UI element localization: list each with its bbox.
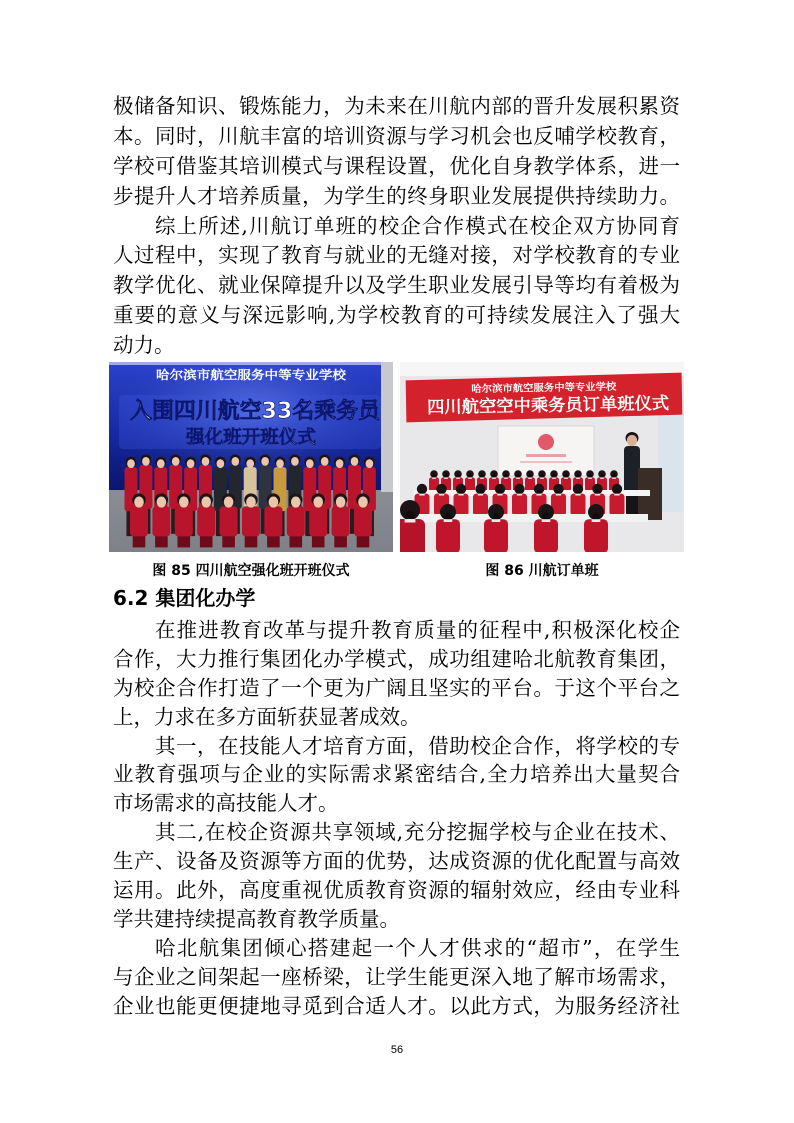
text-line: 哈北航集团倾心搭建起一个人才供求的“超市”，在学生 bbox=[155, 935, 680, 960]
text-line: 重要的意义与深远影响,为学校教育的可持续发展注入了强大 bbox=[113, 303, 680, 328]
person-torso bbox=[473, 494, 488, 516]
person-hair-bun bbox=[540, 474, 543, 477]
person-hair-bun bbox=[504, 474, 507, 477]
text-line: 本。同时，川航丰富的培训资源与学习机会也反哺学校教育， bbox=[113, 123, 680, 148]
person-face bbox=[134, 497, 144, 508]
person-face bbox=[224, 497, 234, 508]
page-number: 56 bbox=[390, 1044, 404, 1056]
text-line: 生产、设备及资源等方面的优势，达成资源的优化配置与高效 bbox=[113, 849, 680, 874]
person-legs bbox=[133, 535, 146, 547]
person-collar bbox=[556, 494, 561, 496]
person-face bbox=[179, 497, 189, 508]
text-line: 合作，大力推行集团化办学模式，成功组建哈北航教育集团， bbox=[113, 646, 680, 671]
person-legs bbox=[290, 535, 303, 547]
person-face bbox=[157, 497, 167, 508]
person-torso bbox=[197, 506, 215, 536]
person-face bbox=[202, 457, 210, 466]
person-hair-bun bbox=[595, 490, 600, 495]
person-face bbox=[269, 497, 279, 508]
person-collar bbox=[575, 494, 580, 496]
person-face bbox=[157, 459, 165, 468]
person-torso bbox=[309, 506, 327, 536]
figure-85-photo bbox=[109, 362, 393, 552]
person-face bbox=[187, 459, 195, 468]
person-torso bbox=[152, 506, 170, 536]
person-legs bbox=[178, 535, 191, 547]
person-hair-bun bbox=[576, 490, 581, 495]
group-of-students bbox=[125, 454, 376, 547]
person-hair-bun bbox=[478, 490, 483, 495]
kneeling-person bbox=[287, 493, 305, 547]
person-collar bbox=[592, 519, 601, 522]
person-hair-bun bbox=[576, 474, 579, 477]
person-legs bbox=[312, 535, 325, 547]
person-collar bbox=[612, 477, 616, 479]
section-heading: 6.2 集团化办学 bbox=[113, 586, 256, 610]
person-hair-bun bbox=[439, 490, 444, 495]
person-legs bbox=[200, 535, 213, 547]
person-torso bbox=[242, 506, 260, 536]
paragraph bbox=[113, 934, 680, 1021]
kneeling-person bbox=[309, 493, 327, 547]
intro-text bbox=[113, 92, 680, 361]
person-face bbox=[291, 497, 301, 508]
red-banner bbox=[406, 373, 683, 423]
person-hair-bun bbox=[492, 474, 495, 477]
person-collar bbox=[595, 494, 600, 496]
text-line: 学校可借鉴其培训模式与课程设置，优化自身教学体系，进一 bbox=[113, 153, 680, 178]
person-torso bbox=[512, 494, 527, 516]
class-opening-ceremony-photo bbox=[109, 362, 393, 552]
person-face bbox=[261, 457, 269, 466]
text-line: 市场需求的高技能人才。 bbox=[113, 791, 339, 816]
text-line: 综上所述,川航订单班的校企合作模式在校企双方协同育 bbox=[155, 213, 680, 238]
text-line: 其二,在校企资源共享领域,充分挖掘学校与企业在技术、 bbox=[155, 820, 680, 845]
person-collar bbox=[405, 519, 416, 523]
person-face bbox=[246, 459, 254, 468]
figure-86-caption: 图 86 川航订单班 bbox=[485, 563, 599, 579]
text-line: 动力。 bbox=[113, 333, 175, 358]
person-collar bbox=[432, 477, 436, 479]
person-hair-bun bbox=[444, 474, 447, 477]
text-line: 教学优化、就业保障提升以及学生职业发展引导等均有着极为 bbox=[113, 273, 680, 298]
person-legs bbox=[245, 535, 258, 547]
person-hair-bun bbox=[492, 513, 499, 520]
person-collar bbox=[614, 494, 619, 496]
person-hair-bun bbox=[420, 490, 425, 495]
figure-86-photo bbox=[400, 362, 684, 552]
person-face bbox=[142, 457, 150, 466]
seated-student bbox=[465, 470, 475, 491]
text-line: 极储备知识、锻炼能力，为未来在川航内部的晋升发展积累资 bbox=[113, 94, 680, 118]
figure-85-caption: 图 85 四川航空强化班开班仪式 bbox=[152, 563, 350, 579]
person-hair-bun bbox=[542, 513, 549, 520]
text-line: 业教育强项与企业的实际需求紧密结合,全力培养出大量契合 bbox=[113, 762, 680, 787]
person-hair-bun bbox=[459, 490, 464, 495]
kneeling-person bbox=[332, 493, 350, 547]
person-collar bbox=[444, 477, 448, 479]
person-face bbox=[217, 459, 225, 468]
person-face bbox=[127, 459, 135, 468]
projection-screen bbox=[498, 426, 594, 476]
person-collar bbox=[576, 477, 580, 479]
person-hair-bun bbox=[517, 490, 522, 495]
person-collar bbox=[444, 519, 453, 522]
person-collar bbox=[504, 477, 508, 479]
text-line: 运用。此外，高度重视优质教育资源的辐射效应，经由专业科 bbox=[113, 878, 680, 903]
person-collar bbox=[497, 494, 502, 496]
kneeling-person bbox=[264, 493, 282, 547]
person-torso bbox=[571, 494, 586, 516]
person-face bbox=[291, 457, 299, 466]
person-torso bbox=[484, 519, 508, 552]
person-collar bbox=[492, 477, 496, 479]
person-collar bbox=[517, 494, 522, 496]
person-torso bbox=[525, 477, 535, 491]
airline-logo-icon bbox=[538, 434, 554, 450]
person-collar bbox=[480, 477, 484, 479]
person-hair-bun bbox=[528, 474, 531, 477]
order-class-classroom-photo bbox=[400, 362, 684, 552]
person-face bbox=[306, 459, 314, 468]
person-torso bbox=[436, 519, 460, 552]
person-hair-bun bbox=[406, 511, 415, 520]
person-torso bbox=[400, 519, 425, 552]
paragraph bbox=[113, 732, 680, 819]
person-hair-bun bbox=[516, 474, 519, 477]
photo-school-name: 哈尔滨市航空服务中等专业学校 bbox=[156, 368, 325, 382]
person-torso bbox=[175, 506, 193, 536]
person-legs bbox=[334, 535, 347, 547]
person-hair-bun bbox=[615, 490, 620, 495]
person-torso bbox=[584, 519, 608, 552]
person-collar bbox=[600, 477, 604, 479]
person-torso bbox=[220, 506, 238, 536]
person-face bbox=[358, 497, 368, 508]
person-face bbox=[276, 459, 284, 468]
person-hair-bun bbox=[556, 490, 561, 495]
side-wall bbox=[381, 362, 393, 492]
person-face bbox=[336, 459, 344, 468]
person-torso bbox=[130, 506, 148, 536]
person-collar bbox=[419, 494, 424, 496]
banner-school-name: 哈尔滨市航空服务中等专业学校 bbox=[471, 381, 612, 396]
person-torso bbox=[287, 506, 305, 536]
presenter-suit bbox=[624, 446, 640, 496]
person-legs bbox=[155, 535, 168, 547]
person-collar bbox=[536, 494, 541, 496]
person-torso bbox=[610, 494, 625, 516]
person-collar bbox=[478, 494, 483, 496]
person-collar bbox=[552, 477, 556, 479]
section-text bbox=[113, 616, 680, 1020]
text-line: 为校企合作打造了一个更为广阔且坚实的平台。于这个平台之 bbox=[113, 675, 680, 700]
person-hair-bun bbox=[592, 513, 599, 520]
person-face bbox=[366, 459, 374, 468]
person-collar bbox=[492, 519, 501, 522]
person-collar bbox=[564, 477, 568, 479]
person-hair-bun bbox=[456, 474, 459, 477]
person-face bbox=[172, 457, 180, 466]
person-face bbox=[321, 457, 329, 466]
text-line: 人过程中，实现了教育与就业的无缝对接，对学校教育的专业 bbox=[113, 243, 680, 268]
presenter-face bbox=[627, 435, 637, 446]
text-line: 学共建持续提高教育教学质量。 bbox=[113, 906, 400, 931]
person-hair-bun bbox=[552, 474, 555, 477]
person-legs bbox=[357, 535, 370, 547]
paragraph bbox=[113, 212, 680, 361]
person-hair-bun bbox=[537, 490, 542, 495]
banner-title: 四川航空空中乘务员订单班仪式 bbox=[426, 393, 666, 419]
person-torso bbox=[534, 519, 558, 552]
photo-title-line-2: 强化班开班仪式 bbox=[186, 427, 312, 448]
person-collar bbox=[468, 477, 472, 479]
person-hair-bun bbox=[600, 474, 603, 477]
seated-student bbox=[525, 470, 535, 491]
person-hair-bun bbox=[588, 474, 591, 477]
person-hair-bun bbox=[480, 474, 483, 477]
photo-title-line-1: 入围四川航空33名乘务员 bbox=[130, 399, 381, 424]
person-collar bbox=[458, 494, 463, 496]
screen-text-bar bbox=[526, 454, 566, 457]
person-collar bbox=[528, 477, 532, 479]
person-legs bbox=[267, 535, 280, 547]
kneeling-person bbox=[354, 493, 372, 547]
person-collar bbox=[542, 519, 551, 522]
text-line: 与企业之间架起一座桥梁，让学生能更深入地了解市场需求， bbox=[113, 964, 680, 989]
person-hair-bun bbox=[468, 474, 471, 477]
text-line: 上，力求在多方面斩获显著成效。 bbox=[113, 704, 421, 729]
paragraph bbox=[113, 92, 680, 212]
screen-text-bar bbox=[520, 461, 572, 463]
person-face bbox=[246, 497, 256, 508]
person-torso bbox=[354, 506, 372, 536]
person-collar bbox=[439, 494, 444, 496]
screen-edge-light bbox=[109, 362, 393, 365]
person-collar bbox=[516, 477, 520, 479]
kneeling-person bbox=[242, 493, 260, 547]
person-hair-bun bbox=[432, 474, 435, 477]
person-face bbox=[201, 497, 211, 508]
person-hair-bun bbox=[564, 474, 567, 477]
person-collar bbox=[456, 477, 460, 479]
person-hair-bun bbox=[498, 490, 503, 495]
text-line: 企业也能更便捷地寻觅到合适人才。以此方式，为服务经济社 bbox=[113, 993, 680, 1018]
person-hair-bun bbox=[444, 513, 451, 520]
person-legs bbox=[222, 535, 235, 547]
person-face bbox=[313, 497, 323, 508]
person-hair-bun bbox=[612, 474, 615, 477]
paragraph bbox=[113, 616, 680, 732]
person-face bbox=[351, 457, 359, 466]
person-torso bbox=[332, 506, 350, 536]
person-face bbox=[336, 497, 346, 508]
paragraph bbox=[113, 818, 680, 934]
person-collar bbox=[588, 477, 592, 479]
text-line: 其一，在技能人才培育方面，借助校企合作，将学校的专 bbox=[155, 733, 680, 758]
person-collar bbox=[540, 477, 544, 479]
text-line: 在推进教育改革与提升教育质量的征程中,积极深化校企 bbox=[155, 618, 680, 642]
person-torso bbox=[264, 506, 282, 536]
text-line: 步提升人才培养质量，为学生的终身职业发展提供持续助力。 bbox=[113, 183, 680, 208]
person-torso bbox=[465, 477, 475, 491]
person-face bbox=[231, 457, 239, 466]
